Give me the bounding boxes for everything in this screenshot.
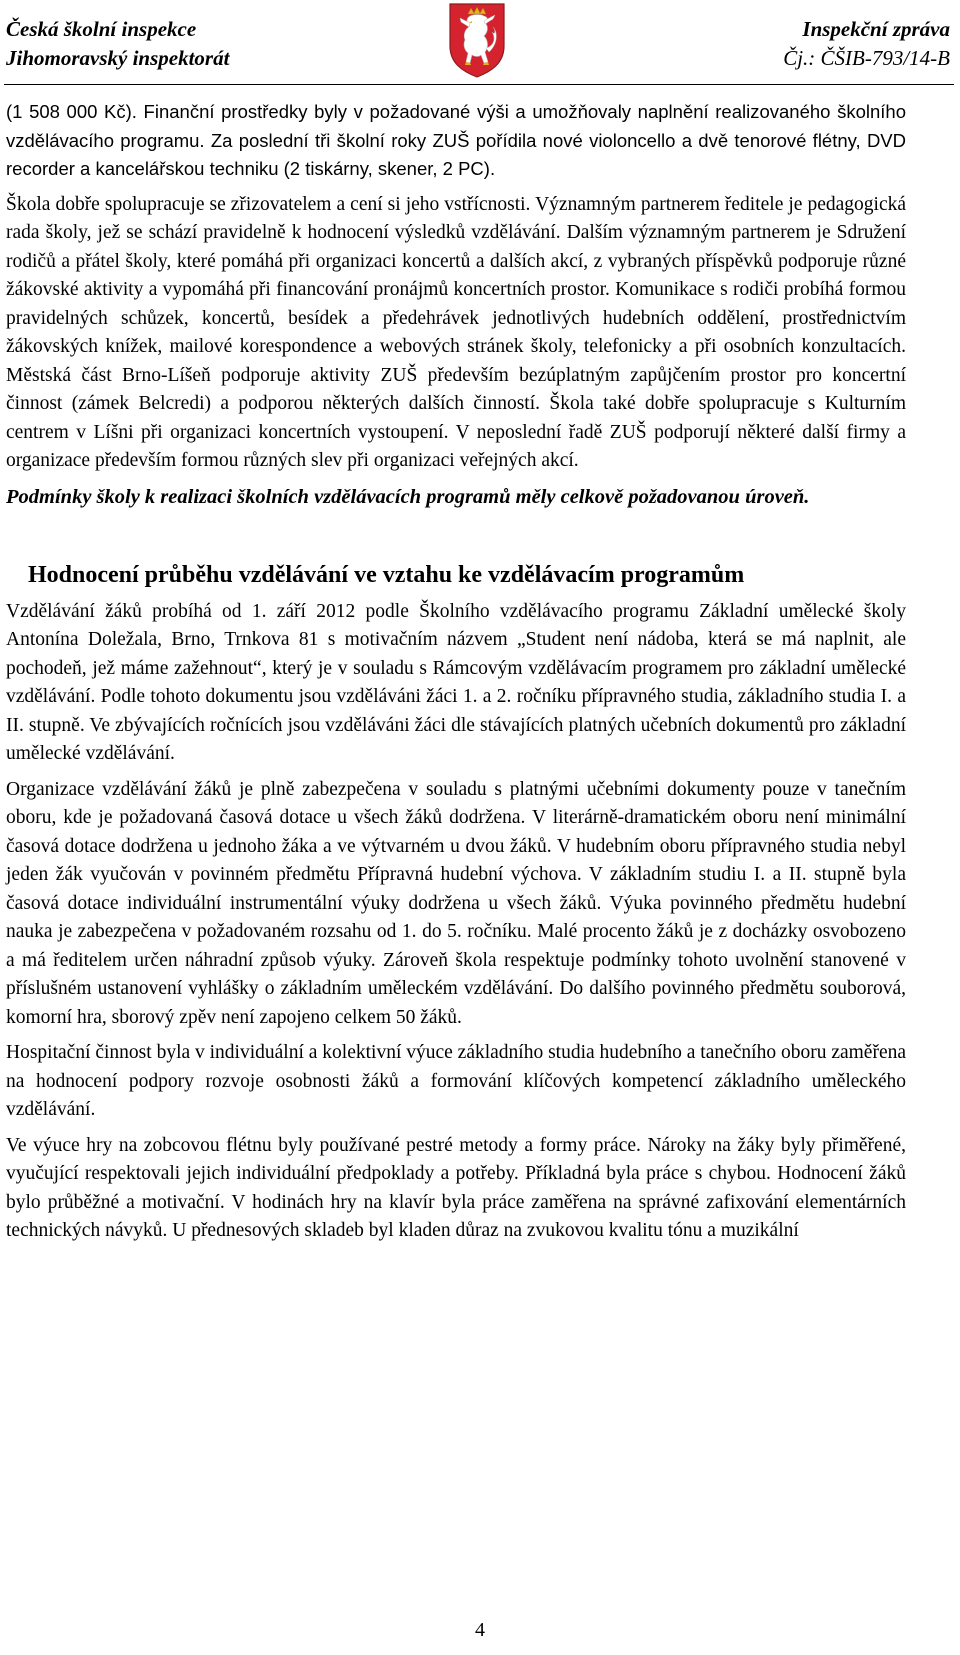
czech-coat-of-arms-icon (448, 2, 506, 78)
header-divider (4, 84, 954, 85)
header-reference-number: Čj.: ČŠIB-793/14-B (783, 46, 950, 70)
paragraph-curriculum: Vzdělávání žáků probíhá od 1. září 2012 podle Školního vzdělávacího programu Základní umělecké školy Antonína Doležala, Brno, Trnkova 81 s motivačním názvem „Student není nádoba, která se má naplnit, ale pochodeň, jež máme zažehnout“, který je v souladu s Rámcovým vzdělávacím programem pro základní umělecké vzdělávání. Podle tohoto dokumentu jsou vzděláváni žáci 1. a 2. ročníku přípravného studia, základního studia I. a II. stupně. Ve zbývajících ročnících jsou vzděláváni žáci dle stávajících platných učebních dokumentů pro základní umělecké vzdělávání. (6, 600, 906, 764)
header-inspectorate: Jihomoravský inspektorát (6, 46, 230, 70)
header-organization: Česká školní inspekce (6, 17, 197, 41)
paragraph-organization: Organizace vzdělávání žáků je plně zabezpečena v souladu s platnými učebními dokumenty pouze v tanečním oboru, kde je požadovaná časová dotace u všech žáků dodržena. V literárně-dramatickém oboru není minimální časová dotace dodržena u jednoho žáka a ve výtvarném u dvou žáků. V hudebním oboru přípravného studia nebyl jeden žák vyučován v povinném předmětu Přípravná hudební výchova. V základním studiu I. a II. stupně byla časová dotace individuální instrumentální výuky dodržena u všech žáků. Výuka povinného předmětu hudební nauka je zabezpečena v požadovaném rozsahu od 1. do 5. ročníku. Malé procento žáků je z docházky osvobozeno a má ředitelem určen náhradní způsob výuky. Zároveň škola respektuje podmínky tohoto uvolnění stanovené v příslušném ustanovení vyhlášky o základním uměleckém vzdělávání. Do dalšího povinného předmětu souborová, komorní hra, sborový zpěv není zapojeno celkem 50 žáků. (6, 778, 906, 1028)
conclusion-statement: Podmínky školy k realizaci školních vzdělávacích programů měly celkově požadovanou úroveň. (6, 485, 810, 508)
page-header (0, 0, 960, 88)
page-number: 4 (475, 1619, 485, 1641)
paragraph-finance: (1 508 000 Kč). Finanční prostředky byly v požadované výši a umožňovaly naplnění realizovaného školního vzdělávacího programu. Za poslední tři školní roky ZUŠ pořídila nové violoncello a dvě tenorové flétny, DVD recorder a kancelářskou techniku (2 tiskárny, skener, 2 PC). (6, 101, 906, 179)
section-heading: Hodnocení průběhu vzdělávání ve vztahu ke vzdělávacím programům (28, 561, 745, 588)
paragraph-observation: Hospitační činnost byla v individuální a kolektivní výuce základního studia hudebního a tanečního oboru zaměřena na hodnocení podpory rozvoje osobnosti žáků a formování klíčových kompetencí základního uměleckého vzdělávání. (6, 1042, 907, 1120)
document-body (6, 98, 906, 1253)
header-document-type: Inspekční zpráva (802, 17, 950, 41)
paragraph-partners: Škola dobře spolupracuje se zřizovatelem a cení si jeho vstřícnosti. Významným partnerem ředitele je pedagogická rada školy, jež se schází pravidelně k hodnocení výsledků vzdělávání. Dalším významným partnerem je Sdružení rodičů a přátel školy, které pomáhá při organizaci koncertů a dalších akcí, z vybraných příspěvků podporuje různé žákovské aktivity a vypomáhá při financování pronájmů koncertních prostor. Komunikace s rodiči probíhá formou pravidelných schůzek, koncertů, besídek a předehrávek jednotlivých hudebních oddělení, prostřednictvím žákovských knížek, mailové korespondence a webových stránek školy, telefonicky a při osobních konzultacích. Městská část Brno-Líšeň podporuje aktivity ZUŠ především bezúplatným zapůjčením prostor pro koncertní činnost (zámek Belcredi) a podporou některých dalších činností. Škola také dobře spolupracuje s Kulturním centrem v Líšni při organizaci koncertních vystoupení. V neposlední řadě ZUŠ podporují některé další firmy a organizace především formou různých slev při organizaci veřejných akcí. (6, 193, 906, 471)
paragraph-lessons: Ve výuce hry na zobcovou flétnu byly používané pestré metody a formy práce. Nároky na žáky byly přiměřené, vyučující respektovali jejich individuální předpoklady a potřeby. Příkladná byla práce s chybou. Hodnocení žáků bylo průběžné a motivační. V hodinách hry na klavír byla práce zaměřena na správné zafixování elementárních technických návyků. U přednesových skladeb byl kladen důraz na zvukovou kvalitu tónu a muzikální (6, 1134, 906, 1241)
